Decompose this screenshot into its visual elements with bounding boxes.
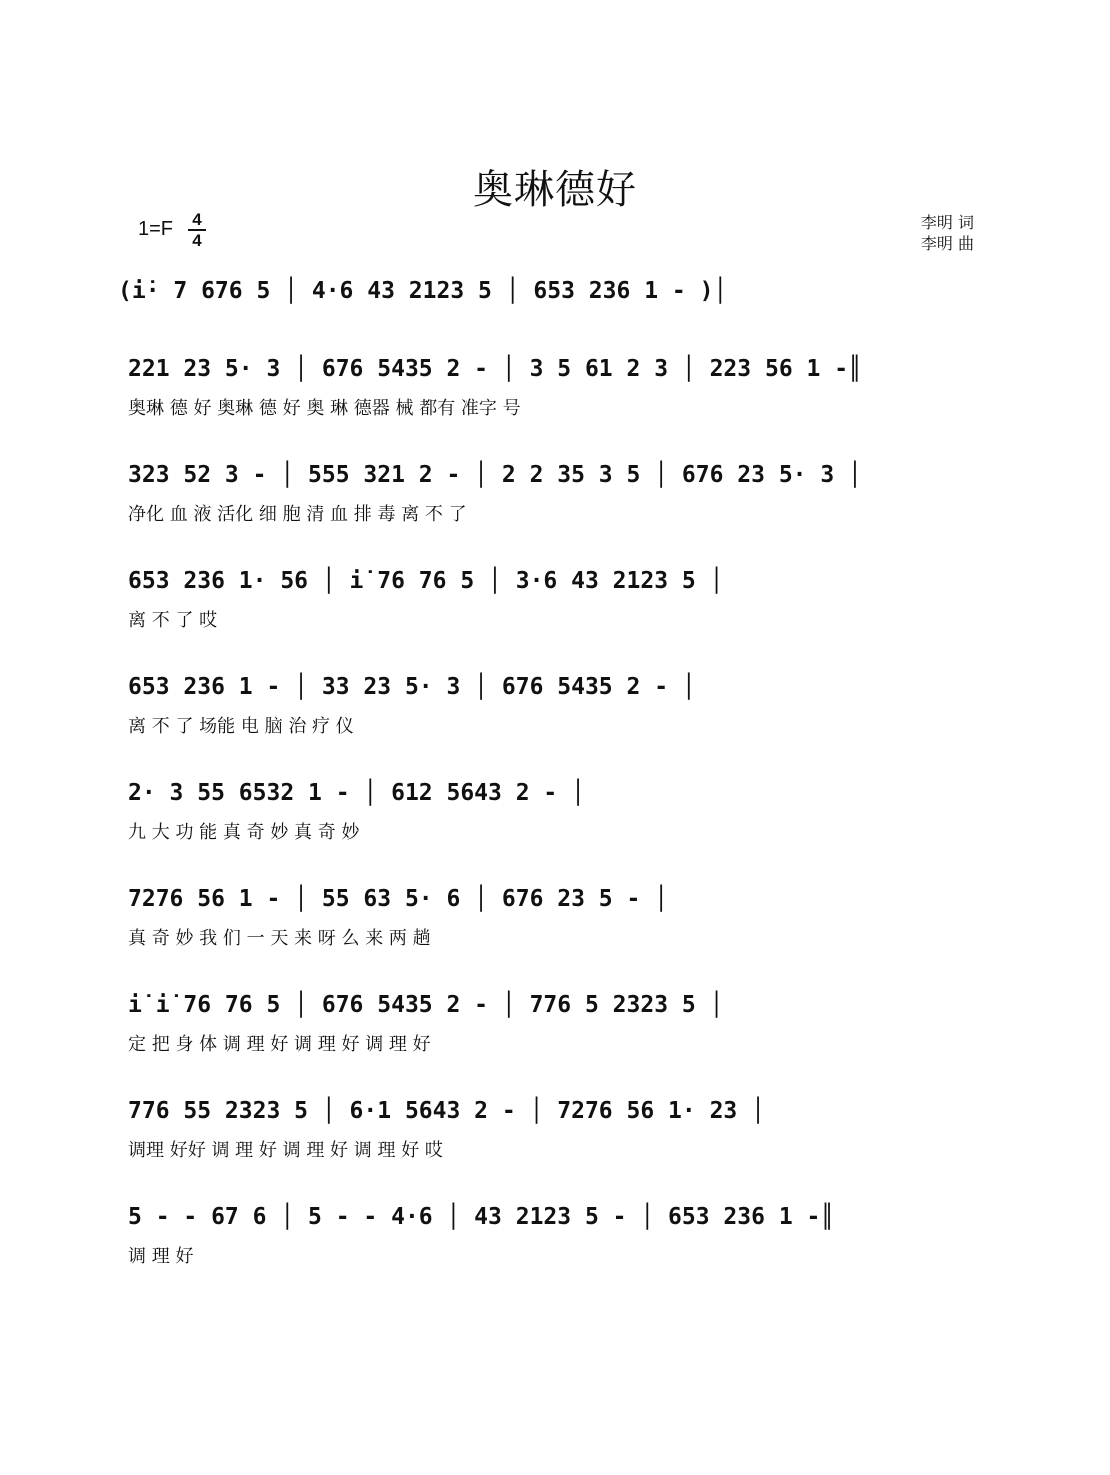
score-line-5 (0, 674, 1110, 754)
notation-line-9: 776 55 2323 5 │ 6·1 5643 2 - │ 7276 56 1· 23 │ (128, 1098, 765, 1124)
lyric-line-3: 净化 血 液 活化 细 胞 清 血 排 毒 离 不 了 (128, 504, 467, 525)
notation-line-5: 653 236 1 - │ 33 23 5· 3 │ 676 5435 2 - │ (128, 674, 696, 700)
credits (921, 212, 974, 254)
key-signature: 1=F (138, 218, 174, 240)
lyric-line-8: 定 把 身 体 调 理 好 调 理 好 调 理 好 (128, 1034, 431, 1055)
lyric-line-4: 离 不 了 哎 (128, 610, 218, 631)
composer-credit: 李明 曲 (920, 234, 974, 253)
score-line-4 (0, 568, 1110, 648)
song-title: 奥琳德好 (473, 167, 637, 213)
meter-top: 4 (188, 210, 206, 231)
lyric-line-2: 奥琳 德 好 奥琳 德 好 奥 琳 德器 械 都有 准字 号 (128, 398, 521, 419)
score-line-6 (0, 780, 1110, 860)
lyricist-credit: 李明 词 (920, 213, 974, 232)
meter-bottom: 4 (192, 231, 202, 250)
score-line-10 (0, 1204, 1110, 1284)
score-line-8 (0, 992, 1110, 1072)
score-line-2 (0, 356, 1110, 436)
notation-line-6: 2· 3 55 6532 1 - │ 612 5643 2 - │ (128, 780, 585, 806)
score-line-3 (0, 462, 1110, 542)
score-line-7 (0, 886, 1110, 966)
lyric-line-6: 九 大 功 能 真 奇 妙 真 奇 妙 (128, 822, 360, 843)
score-line-9 (0, 1098, 1110, 1178)
notation-line-8: i̇ i̇ 76 76 5 │ 676 5435 2 - │ 776 5 2323 5 │ (128, 992, 724, 1018)
notation-line-1: (i̇· 7 676 5 │ 4·6 43 2123 5 │ 653 236 1 - )│ (118, 278, 728, 304)
notation-line-10: 5 - - 67 6 │ 5 - - 4·6 │ 43 2123 5 - │ 653 236 1 -║ (128, 1204, 835, 1230)
notation-line-4: 653 236 1· 56 │ i̇ 76 76 5 │ 3·6 43 2123 5 │ (128, 568, 724, 594)
lyric-line-7: 真 奇 妙 我 们 一 天 来 呀 么 来 两 趟 (128, 928, 431, 949)
lyric-line-9: 调理 好好 调 理 好 调 理 好 调 理 好 哎 (128, 1140, 443, 1161)
time-signature (188, 210, 206, 250)
notation-line-7: 7276 56 1 - │ 55 63 5· 6 │ 676 23 5 - │ (128, 886, 669, 912)
lyric-line-5: 离 不 了 场能 电 脑 治 疗 仪 (128, 716, 354, 737)
lyric-line-10: 调 理 好 (128, 1246, 194, 1267)
score-line-1 (0, 278, 1110, 358)
notation-line-2: 221 23 5· 3 │ 676 5435 2 - │ 3 5 61 2 3 │ 223 56 1 -║ (128, 356, 862, 382)
notation-line-3: 323 52 3 - │ 555 321 2 - │ 2 2 35 3 5 │ 676 23 5· 3 │ (128, 462, 862, 488)
